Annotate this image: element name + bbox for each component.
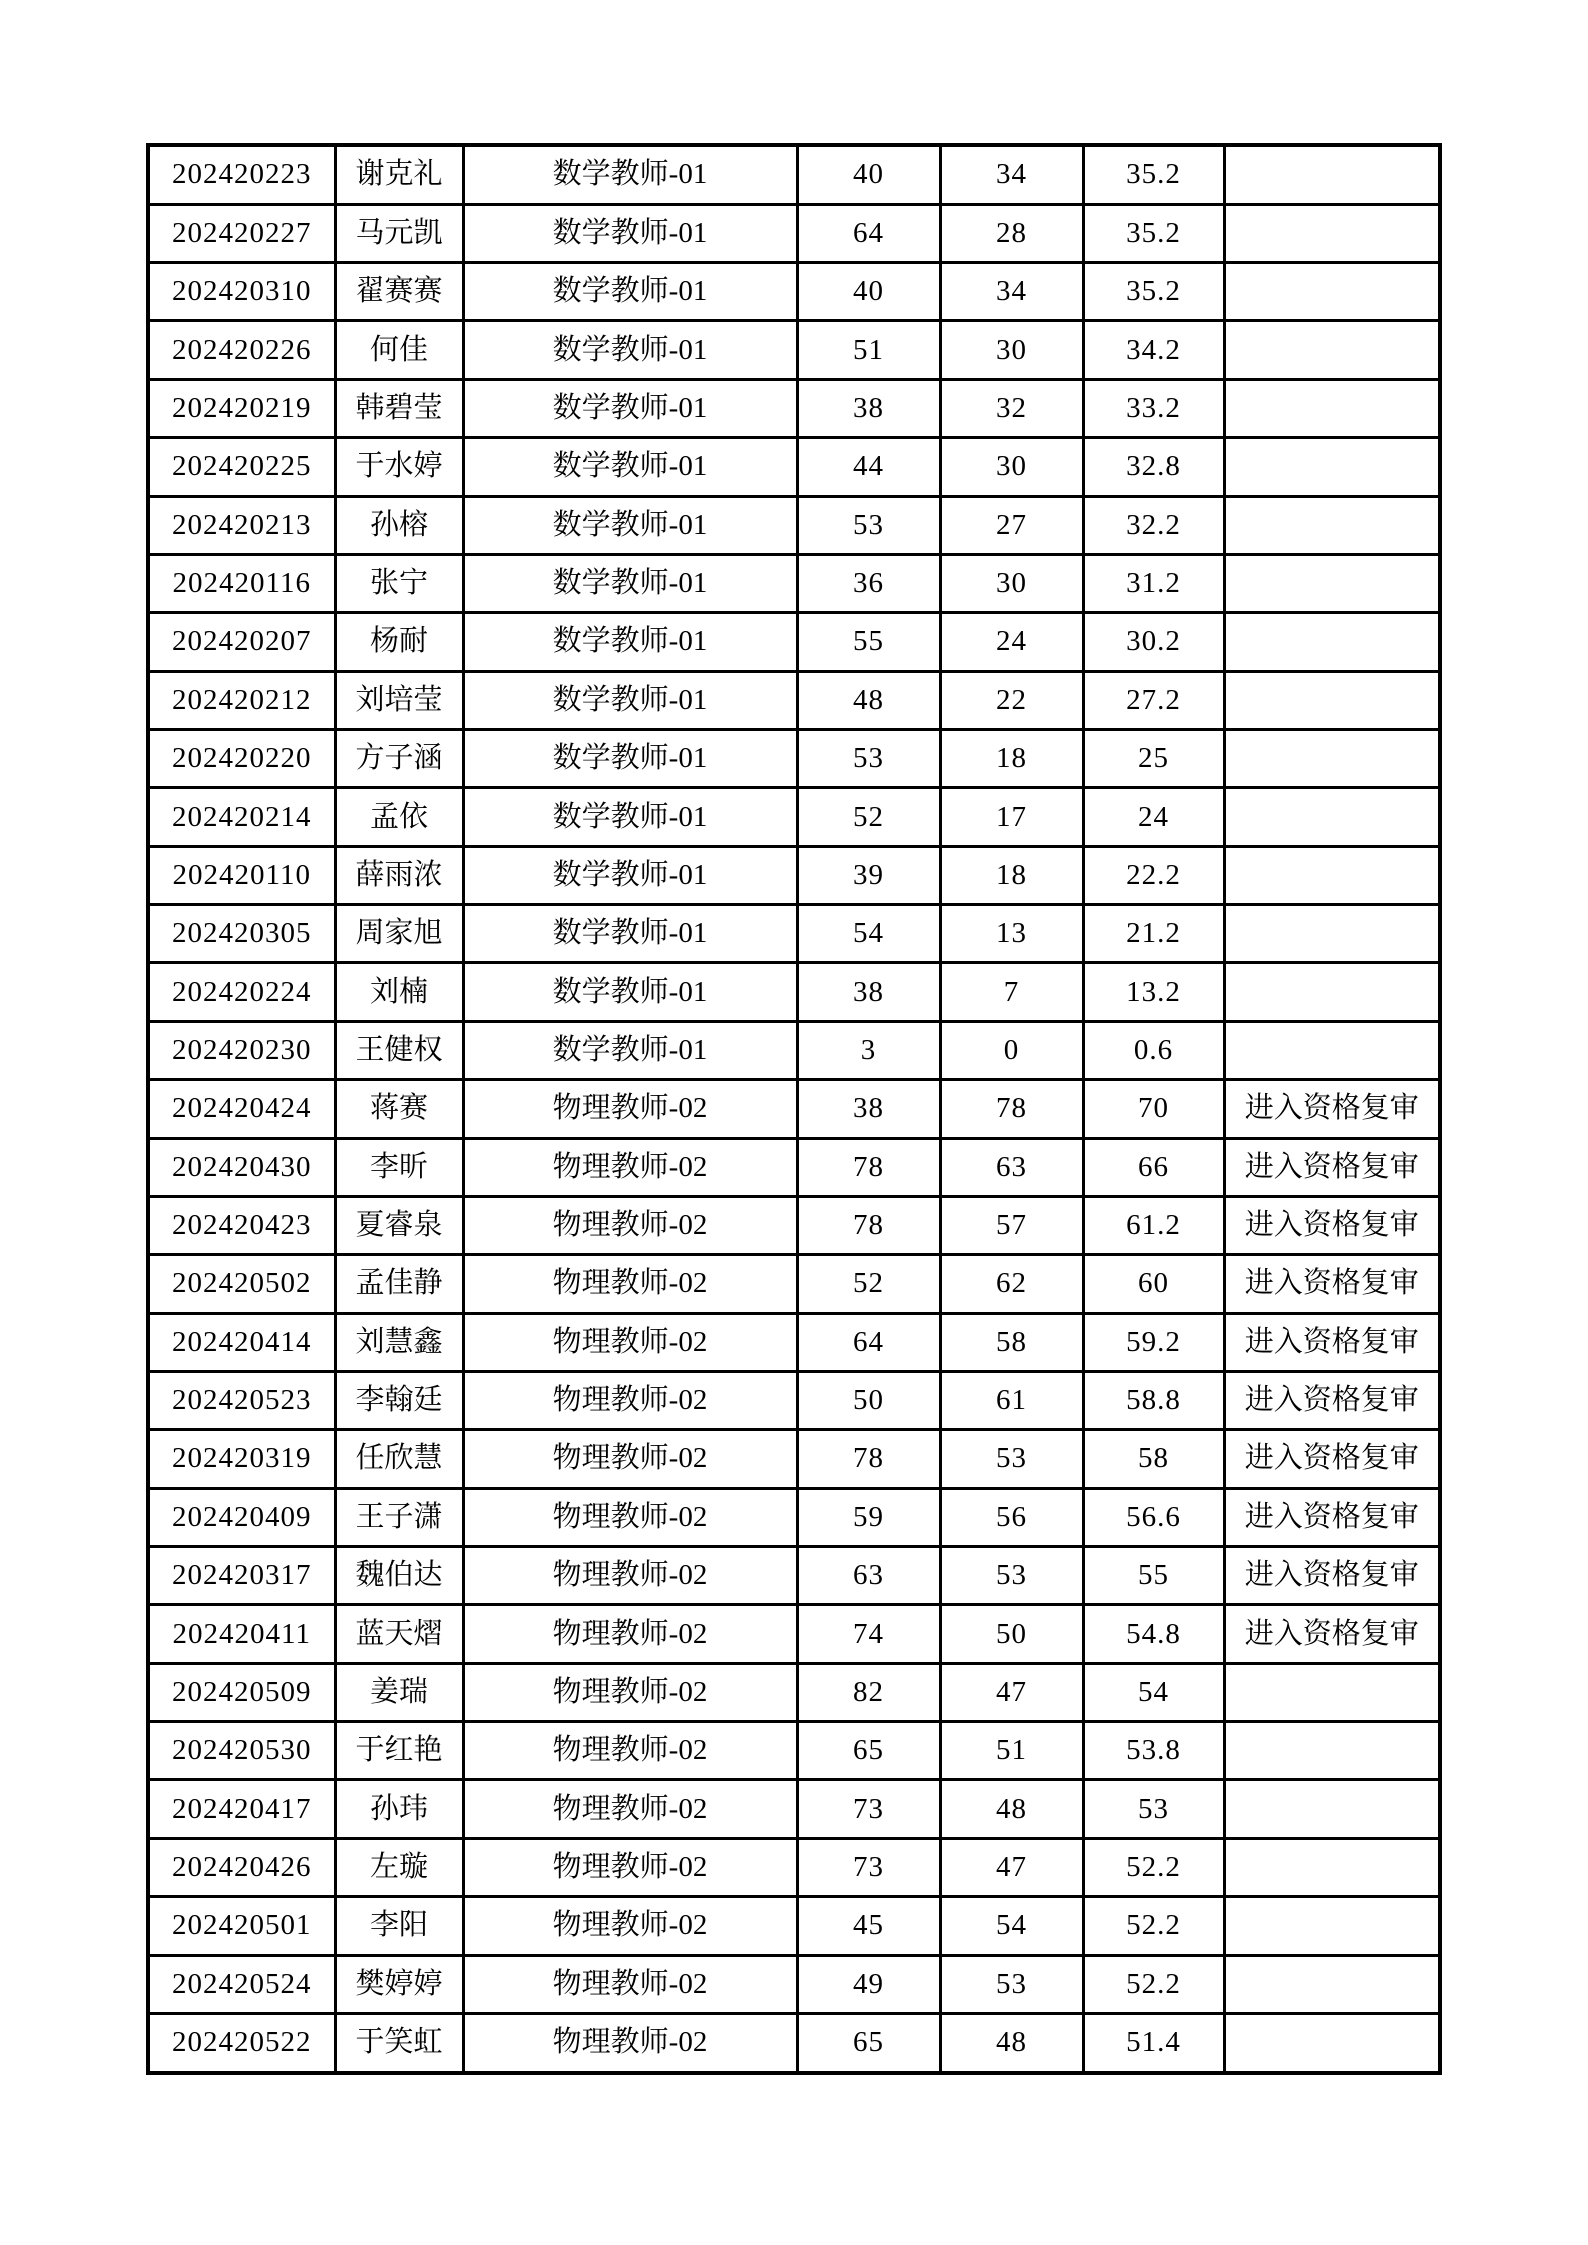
remark [1224,1897,1440,1955]
total-score: 24 [1083,788,1224,846]
remark: 进入资格复审 [1224,1371,1440,1429]
candidate-id: 202420230 [148,1021,335,1079]
interview-score: 63 [940,1138,1083,1196]
position: 物理教师-02 [463,1955,797,2013]
position: 数学教师-01 [463,379,797,437]
position: 物理教师-02 [463,1488,797,1546]
written-score: 74 [797,1605,940,1663]
interview-score: 58 [940,1313,1083,1371]
candidate-id: 202420226 [148,321,335,379]
interview-score: 78 [940,1080,1083,1138]
written-score: 49 [797,1955,940,2013]
total-score: 32.8 [1083,438,1224,496]
interview-score: 34 [940,145,1083,204]
candidate-name: 刘慧鑫 [335,1313,463,1371]
interview-score: 18 [940,730,1083,788]
written-score: 3 [797,1021,940,1079]
remark [1224,1663,1440,1721]
interview-score: 47 [940,1838,1083,1896]
interview-score: 61 [940,1371,1083,1429]
table-row [148,1955,1440,2013]
total-score: 52.2 [1083,1955,1224,2013]
table-row [148,1780,1440,1838]
remark [1224,1722,1440,1780]
position: 物理教师-02 [463,1547,797,1605]
remark [1224,963,1440,1021]
candidate-name: 王子潇 [335,1488,463,1546]
candidate-id: 202420219 [148,379,335,437]
position: 物理教师-02 [463,1430,797,1488]
written-score: 38 [797,379,940,437]
remark: 进入资格复审 [1224,1547,1440,1605]
candidate-name: 杨耐 [335,613,463,671]
candidate-id: 202420227 [148,204,335,262]
candidate-name: 夏睿泉 [335,1196,463,1254]
score-table-body [148,145,1440,2073]
candidate-name: 张宁 [335,554,463,612]
total-score: 60 [1083,1255,1224,1313]
interview-score: 54 [940,1897,1083,1955]
candidate-id: 202420110 [148,846,335,904]
remark [1224,438,1440,496]
position: 物理教师-02 [463,1080,797,1138]
interview-score: 28 [940,204,1083,262]
candidate-id: 202420502 [148,1255,335,1313]
written-score: 40 [797,263,940,321]
interview-score: 50 [940,1605,1083,1663]
written-score: 39 [797,846,940,904]
candidate-id: 202420310 [148,263,335,321]
table-row [148,1605,1440,1663]
total-score: 52.2 [1083,1838,1224,1896]
remark [1224,730,1440,788]
candidate-name: 于水婷 [335,438,463,496]
total-score: 0.6 [1083,1021,1224,1079]
table-row [148,1138,1440,1196]
written-score: 52 [797,788,940,846]
interview-score: 17 [940,788,1083,846]
candidate-name: 刘培莹 [335,671,463,729]
written-score: 45 [797,1897,940,1955]
position: 数学教师-01 [463,671,797,729]
candidate-name: 蓝天熠 [335,1605,463,1663]
written-score: 53 [797,730,940,788]
remark: 进入资格复审 [1224,1255,1440,1313]
total-score: 54 [1083,1663,1224,1721]
interview-score: 0 [940,1021,1083,1079]
candidate-id: 202420220 [148,730,335,788]
total-score: 21.2 [1083,905,1224,963]
candidate-name: 孙榕 [335,496,463,554]
remark [1224,613,1440,671]
candidate-name: 于笑虹 [335,2013,463,2073]
candidate-name: 周家旭 [335,905,463,963]
remark [1224,1780,1440,1838]
written-score: 50 [797,1371,940,1429]
candidate-id: 202420430 [148,1138,335,1196]
candidate-id: 202420530 [148,1722,335,1780]
candidate-id: 202420414 [148,1313,335,1371]
written-score: 82 [797,1663,940,1721]
interview-score: 30 [940,438,1083,496]
total-score: 32.2 [1083,496,1224,554]
candidate-name: 王健权 [335,1021,463,1079]
table-row [148,145,1440,204]
interview-score: 18 [940,846,1083,904]
total-score: 27.2 [1083,671,1224,729]
candidate-id: 202420305 [148,905,335,963]
remark [1224,1955,1440,2013]
position: 数学教师-01 [463,145,797,204]
interview-score: 62 [940,1255,1083,1313]
total-score: 13.2 [1083,963,1224,1021]
table-row [148,963,1440,1021]
written-score: 36 [797,554,940,612]
candidate-name: 左璇 [335,1838,463,1896]
table-row [148,905,1440,963]
remark [1224,496,1440,554]
candidate-id: 202420223 [148,145,335,204]
total-score: 61.2 [1083,1196,1224,1254]
candidate-name: 孟依 [335,788,463,846]
written-score: 55 [797,613,940,671]
remark [1224,263,1440,321]
candidate-name: 魏伯达 [335,1547,463,1605]
remark: 进入资格复审 [1224,1605,1440,1663]
table-row [148,1021,1440,1079]
position: 物理教师-02 [463,1255,797,1313]
total-score: 58 [1083,1430,1224,1488]
table-row [148,496,1440,554]
candidate-id: 202420426 [148,1838,335,1896]
table-row [148,263,1440,321]
candidate-name: 于红艳 [335,1722,463,1780]
remark: 进入资格复审 [1224,1080,1440,1138]
written-score: 40 [797,145,940,204]
candidate-name: 翟赛赛 [335,263,463,321]
written-score: 51 [797,321,940,379]
total-score: 56.6 [1083,1488,1224,1546]
candidate-name: 刘楠 [335,963,463,1021]
written-score: 64 [797,204,940,262]
interview-score: 53 [940,1430,1083,1488]
written-score: 59 [797,1488,940,1546]
table-row [148,438,1440,496]
table-row [148,554,1440,612]
table-row [148,1838,1440,1896]
written-score: 64 [797,1313,940,1371]
candidate-id: 202420522 [148,2013,335,2073]
candidate-id: 202420523 [148,1371,335,1429]
table-row [148,1722,1440,1780]
remark [1224,1021,1440,1079]
candidate-name: 何佳 [335,321,463,379]
total-score: 34.2 [1083,321,1224,379]
position: 数学教师-01 [463,730,797,788]
remark [1224,905,1440,963]
position: 数学教师-01 [463,263,797,321]
candidate-id: 202420501 [148,1897,335,1955]
candidate-id: 202420225 [148,438,335,496]
position: 物理教师-02 [463,1663,797,1721]
total-score: 52.2 [1083,1897,1224,1955]
written-score: 65 [797,1722,940,1780]
remark [1224,846,1440,904]
candidate-score-table [146,143,1442,2075]
interview-score: 30 [940,321,1083,379]
total-score: 53.8 [1083,1722,1224,1780]
total-score: 54.8 [1083,1605,1224,1663]
interview-score: 24 [940,613,1083,671]
candidate-name: 蒋赛 [335,1080,463,1138]
written-score: 53 [797,496,940,554]
written-score: 73 [797,1838,940,1896]
total-score: 51.4 [1083,2013,1224,2073]
remark: 进入资格复审 [1224,1313,1440,1371]
table-row [148,613,1440,671]
remark: 进入资格复审 [1224,1488,1440,1546]
interview-score: 57 [940,1196,1083,1254]
remark [1224,145,1440,204]
candidate-name: 李阳 [335,1897,463,1955]
remark [1224,204,1440,262]
written-score: 65 [797,2013,940,2073]
candidate-id: 202420213 [148,496,335,554]
candidate-name: 任欣慧 [335,1430,463,1488]
position: 数学教师-01 [463,204,797,262]
table-row [148,321,1440,379]
candidate-id: 202420207 [148,613,335,671]
table-row [148,2013,1440,2073]
candidate-name: 李翰廷 [335,1371,463,1429]
table-row [148,379,1440,437]
remark [1224,2013,1440,2073]
interview-score: 48 [940,1780,1083,1838]
candidate-name: 姜瑞 [335,1663,463,1721]
position: 数学教师-01 [463,554,797,612]
table-row [148,788,1440,846]
total-score: 30.2 [1083,613,1224,671]
interview-score: 30 [940,554,1083,612]
remark [1224,788,1440,846]
written-score: 73 [797,1780,940,1838]
candidate-id: 202420423 [148,1196,335,1254]
position: 物理教师-02 [463,1138,797,1196]
total-score: 35.2 [1083,204,1224,262]
position: 物理教师-02 [463,1780,797,1838]
candidate-id: 202420411 [148,1605,335,1663]
candidate-name: 李昕 [335,1138,463,1196]
total-score: 31.2 [1083,554,1224,612]
candidate-name: 薛雨浓 [335,846,463,904]
table-row [148,730,1440,788]
written-score: 63 [797,1547,940,1605]
table-row [148,1313,1440,1371]
total-score: 70 [1083,1080,1224,1138]
table-row [148,846,1440,904]
candidate-id: 202420409 [148,1488,335,1546]
position: 物理教师-02 [463,1605,797,1663]
table-row [148,1547,1440,1605]
position: 数学教师-01 [463,963,797,1021]
total-score: 33.2 [1083,379,1224,437]
table-row [148,204,1440,262]
written-score: 48 [797,671,940,729]
total-score: 55 [1083,1547,1224,1605]
table-row [148,1663,1440,1721]
candidate-id: 202420509 [148,1663,335,1721]
table-row [148,1897,1440,1955]
table-row [148,1488,1440,1546]
candidate-name: 马元凯 [335,204,463,262]
total-score: 58.8 [1083,1371,1224,1429]
interview-score: 22 [940,671,1083,729]
candidate-id: 202420212 [148,671,335,729]
interview-score: 32 [940,379,1083,437]
candidate-id: 202420319 [148,1430,335,1488]
position: 数学教师-01 [463,905,797,963]
interview-score: 27 [940,496,1083,554]
candidate-name: 樊婷婷 [335,1955,463,2013]
candidate-name: 韩碧莹 [335,379,463,437]
written-score: 78 [797,1138,940,1196]
remark [1224,671,1440,729]
remark: 进入资格复审 [1224,1196,1440,1254]
interview-score: 47 [940,1663,1083,1721]
candidate-id: 202420424 [148,1080,335,1138]
total-score: 59.2 [1083,1313,1224,1371]
position: 数学教师-01 [463,438,797,496]
interview-score: 13 [940,905,1083,963]
table-row [148,1196,1440,1254]
table-row [148,1430,1440,1488]
interview-score: 53 [940,1547,1083,1605]
candidate-id: 202420317 [148,1547,335,1605]
interview-score: 53 [940,1955,1083,2013]
total-score: 53 [1083,1780,1224,1838]
position: 数学教师-01 [463,321,797,379]
position: 物理教师-02 [463,1838,797,1896]
candidate-name: 谢克礼 [335,145,463,204]
candidate-name: 孙玮 [335,1780,463,1838]
candidate-id: 202420116 [148,554,335,612]
position: 物理教师-02 [463,1196,797,1254]
candidate-name: 方子涵 [335,730,463,788]
written-score: 54 [797,905,940,963]
candidate-id: 202420224 [148,963,335,1021]
total-score: 25 [1083,730,1224,788]
position: 数学教师-01 [463,846,797,904]
position: 物理教师-02 [463,1897,797,1955]
total-score: 35.2 [1083,145,1224,204]
position: 物理教师-02 [463,1313,797,1371]
total-score: 35.2 [1083,263,1224,321]
position: 数学教师-01 [463,1021,797,1079]
written-score: 38 [797,963,940,1021]
interview-score: 56 [940,1488,1083,1546]
interview-score: 34 [940,263,1083,321]
table-row [148,671,1440,729]
table-row [148,1080,1440,1138]
remark [1224,1838,1440,1896]
table-row [148,1255,1440,1313]
interview-score: 7 [940,963,1083,1021]
written-score: 78 [797,1196,940,1254]
interview-score: 51 [940,1722,1083,1780]
candidate-id: 202420214 [148,788,335,846]
remark: 进入资格复审 [1224,1138,1440,1196]
remark [1224,321,1440,379]
position: 数学教师-01 [463,613,797,671]
remark [1224,554,1440,612]
candidate-name: 孟佳静 [335,1255,463,1313]
written-score: 38 [797,1080,940,1138]
position: 物理教师-02 [463,1371,797,1429]
candidate-id: 202420524 [148,1955,335,2013]
table-row [148,1371,1440,1429]
total-score: 66 [1083,1138,1224,1196]
total-score: 22.2 [1083,846,1224,904]
position: 物理教师-02 [463,2013,797,2073]
written-score: 78 [797,1430,940,1488]
remark: 进入资格复审 [1224,1430,1440,1488]
position: 数学教师-01 [463,788,797,846]
position: 数学教师-01 [463,496,797,554]
written-score: 44 [797,438,940,496]
written-score: 52 [797,1255,940,1313]
interview-score: 48 [940,2013,1083,2073]
remark [1224,379,1440,437]
position: 物理教师-02 [463,1722,797,1780]
candidate-id: 202420417 [148,1780,335,1838]
